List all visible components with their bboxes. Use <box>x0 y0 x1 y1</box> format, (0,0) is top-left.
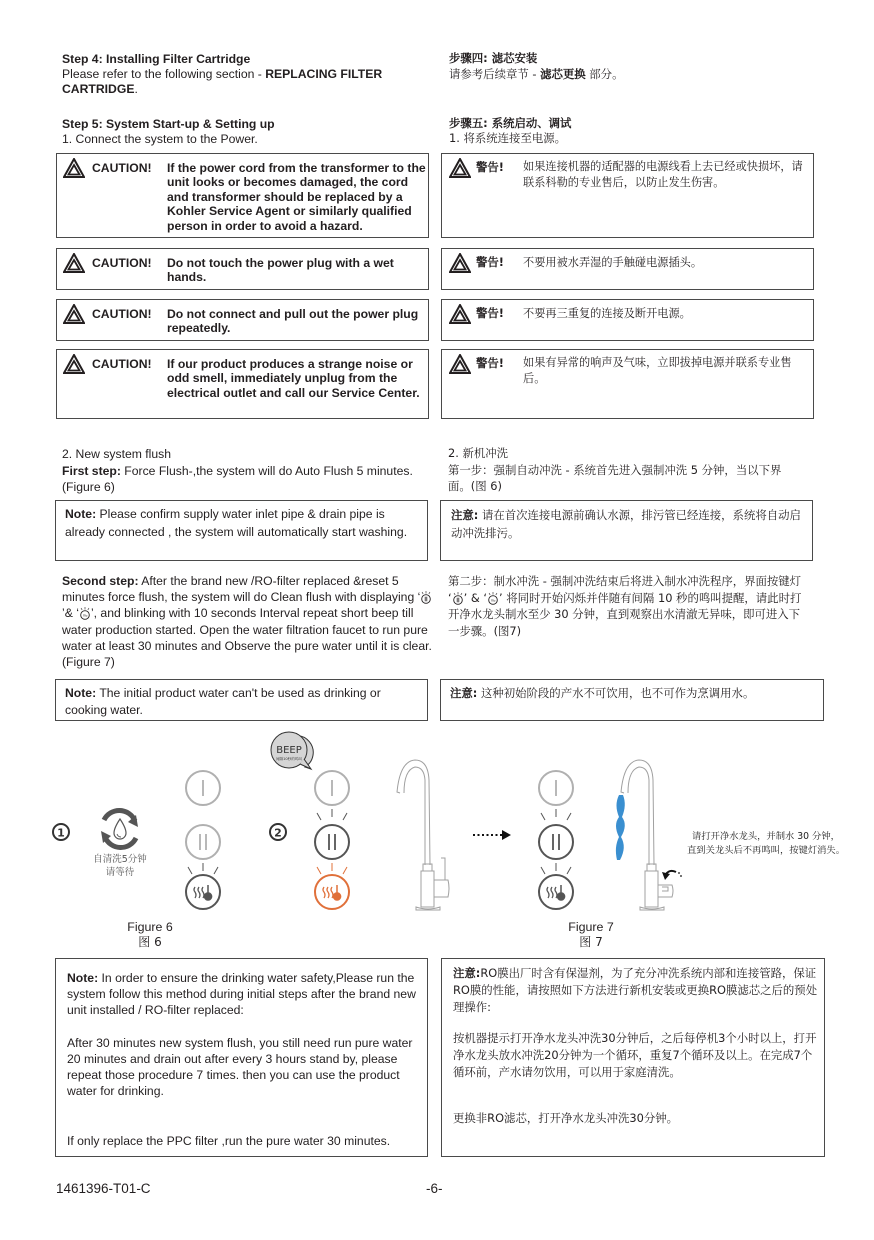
step-1-badge <box>53 824 69 840</box>
note-label: Note: <box>65 686 97 700</box>
step5-item1-en: 1. Connect the system to the Power. <box>62 132 258 146</box>
step-2-number: 2 <box>274 826 282 840</box>
caution-box-zh-1 <box>441 153 814 238</box>
second-step-label: Second step: <box>62 574 139 588</box>
beep-speech-bubble <box>271 732 313 769</box>
note-box-zh-1 <box>440 500 813 561</box>
caution-label: 警告! <box>476 356 504 370</box>
note-label: Note: <box>65 507 97 521</box>
page-number: -6- <box>426 1181 443 1196</box>
self-clean-text-2: 请等待 <box>105 867 135 878</box>
panel-flush-button-active <box>186 863 220 909</box>
flush-second-step-en <box>62 573 436 670</box>
beep-subtitle: 间隔10秒的鸣叫 <box>275 757 303 761</box>
bottom-note-zh-p1 <box>453 965 818 1016</box>
button-two-blinking-icon <box>452 592 464 605</box>
first-step-label: First step: <box>62 464 121 478</box>
note-body: RO膜出厂时含有保湿剂，为了充分冲洗系统内部和连接管路，保证RO膜的性能，请按照如下方法进行新机安装或更换RO膜滤芯之后的预处理操作: <box>453 966 818 1014</box>
step-1-number: 1 <box>57 826 65 840</box>
second-step-text-c: ’, and blinking with 10 seconds Interval repeat short beep till water production started. Open the water filtration faucet to run pure water at least 30 minutes and Observe the pure water until it is clear. (Figure 7) <box>62 606 432 670</box>
step4-text-en <box>62 67 434 96</box>
warning-triangle-icon <box>449 253 471 273</box>
note-text <box>451 507 806 542</box>
second-step-text-a: 第二步：制水冲洗 - 强制冲洗结束后将进入制水冲洗程序，界面按键灯 ‘ <box>448 574 802 605</box>
warning-triangle-icon <box>449 304 471 324</box>
second-step-text-a: After the brand new /RO-filter replaced &reset 5 minutes force flush, the system will do Clean flush with displaying ‘ <box>62 574 421 605</box>
faucet-instruction-line1: 请打开净水龙头，并制水 30 分钟， <box>692 831 840 842</box>
caution-text: If the power cord from the transformer to the unit looks or becomes damaged, the cord and transformer should be replaced by a Kohler Service Agent or similarly qualified person in order to avoid a hazard. <box>167 161 426 233</box>
faucet-instruction-line2: 直到关龙头后不再鸣叫，按键灯消失。 <box>686 845 846 856</box>
note-body: 这种初始阶段的产水不可饮用，也不可作为烹调用水。 <box>477 686 755 700</box>
panel-button-one-inactive <box>315 771 349 805</box>
step4-title-zh: 步骤四: 滤芯安装 <box>449 51 538 65</box>
progress-arrow-icon <box>473 830 511 840</box>
beep-title: BEEP <box>276 745 302 756</box>
bottom-note-en-p2: After 30 minutes new system flush, you still need run pure water 20 minutes and drain out after every 3 hours stand by, please repeat those procedure 7 times. then you can use the product water for drinking. <box>67 1036 413 1098</box>
step4-title-en: Step 4: Installing Filter Cartridge <box>62 52 251 66</box>
flush-first-step-zh: 第一步：强制自动冲洗 - 系统首先进入强制冲洗 5 分钟，当以下界面。(图 6) <box>448 463 782 494</box>
button-two-blinking-icon <box>420 591 432 604</box>
note-text <box>65 506 423 541</box>
panel-button-two-blinking <box>315 809 349 859</box>
panel-button-one-inactive <box>539 771 573 805</box>
figure-7-caption-en: Figure 7 <box>568 920 614 934</box>
step4-text-zh-bold: 滤芯更换 <box>540 67 586 81</box>
note-box-en-2 <box>55 679 428 721</box>
note-body: In order to ensure the drinking water safety,Please run the system follow this method during initial steps after the brand new unit installed / RO-filter replaced: <box>67 971 416 1017</box>
caution-label: CAUTION! <box>92 307 152 321</box>
caution-box-zh-4 <box>441 349 814 419</box>
caution-text: 不要再三重复的连接及断开电源。 <box>523 307 691 320</box>
step4-text-zh <box>449 67 623 83</box>
caution-label: 警告! <box>476 306 504 320</box>
flush-first-step-en <box>62 463 432 495</box>
second-step-text-c: ’ 将同时开始闪烁并伴随有间隔 10 秒的鸣叫提醒，请此时打开净水龙头制水至少 30 分钟，直到观察出水清澈无异味，即可进入下一步骤。(图7) <box>448 590 802 638</box>
caution-label: 警告! <box>476 160 504 174</box>
note-label: Note: <box>67 971 99 985</box>
note-body: The initial product water can't be used as drinking or cooking water. <box>65 686 381 717</box>
flush-heading-en: 2. New system flush <box>62 447 172 461</box>
bottom-note-zh-p2: 按机器提示打开净水龙头冲洗30分钟后，之后每停机3个小时以上，打开净水龙头放水冲洗20分钟为一个循环，重复7个循环及以上。在完成7个循环前，产水请勿饮用，可以用于家庭清洗。 <box>453 1031 817 1079</box>
caution-label: CAUTION! <box>92 256 152 270</box>
warning-triangle-icon <box>63 304 85 324</box>
faucet-open <box>621 760 673 910</box>
note-label: 注意: <box>450 686 478 700</box>
warning-triangle-icon <box>63 253 85 273</box>
caution-text: 不要用被水弄湿的手触碰电源插头。 <box>523 256 703 269</box>
warning-triangle-icon <box>449 354 471 374</box>
bottom-note-en-p3: If only replace the PPC filter ,run the pure water 30 minutes. <box>67 1134 391 1148</box>
step5-item1-zh: 1. 将系统连接至电源。 <box>449 131 567 145</box>
second-step-text-b: ’ & ‘ <box>463 590 487 605</box>
flush-heading-zh: 2. 新机冲洗 <box>448 446 509 460</box>
flush-second-step-zh <box>448 573 808 639</box>
caution-box-zh-3 <box>441 299 814 341</box>
faucet-closed <box>397 760 449 910</box>
caution-text: 如果连接机器的适配器的电源线看上去已经或快损坏，请联系科勒的专业售后，以防止发生伤害。 <box>523 160 803 189</box>
figure-6-caption-en: Figure 6 <box>127 920 173 934</box>
warning-triangle-icon <box>63 354 85 374</box>
step4-text-zh-suffix: 部分。 <box>585 67 624 81</box>
panel-flush-button-blinking-orange <box>315 863 349 909</box>
figure-6-caption-zh: 图 6 <box>138 935 162 949</box>
caution-label: CAUTION! <box>92 357 152 371</box>
caution-box-en-4 <box>56 349 429 419</box>
step5-title-zh: 步骤五: 系统启动、调试 <box>449 116 572 130</box>
note-body: Please confirm supply water inlet pipe & drain pipe is already connected , the system will automatically start washing. <box>65 507 408 539</box>
panel-button-two-blinking <box>539 809 573 859</box>
step4-text-en-prefix: Please refer to the following section - <box>62 67 266 81</box>
caution-box-zh-2 <box>441 248 814 290</box>
step5-title-en: Step 5: System Start-up & Setting up <box>62 117 275 131</box>
step-2-badge <box>270 824 286 840</box>
note-box-en-1 <box>55 500 428 561</box>
caution-box-en-1 <box>56 153 429 238</box>
warning-triangle-icon <box>449 158 471 178</box>
note-label: 注意: <box>453 966 481 980</box>
self-clean-cycle-icon <box>101 810 138 847</box>
flush-blinking-icon <box>487 592 499 605</box>
caution-label: CAUTION! <box>92 161 152 175</box>
step4-text-en-suffix: . <box>134 81 138 96</box>
figure-7-caption-zh: 图 7 <box>579 935 603 949</box>
caution-text: If our product produces a strange noise or odd smell, immediately unplug from the electrical outlet and call our Service Center. <box>167 357 420 400</box>
caution-label: 警告! <box>476 255 504 269</box>
note-text <box>65 685 423 719</box>
self-clean-text-1: 自清洗5分钟 <box>93 854 147 865</box>
panel-button-two-inactive <box>186 825 220 859</box>
panel-flush-button-blinking <box>539 863 573 909</box>
caution-text: Do not connect and pull out the power plug repeatedly. <box>167 307 419 336</box>
step4-text-en-bold: REPLACING FILTER CARTRIDGE <box>62 67 383 96</box>
first-step-text: Force Flush-,the system will do Auto Flush 5 minutes.(Figure 6) <box>62 464 413 494</box>
bottom-note-box-zh <box>441 958 825 1157</box>
turn-handle-arrow-icon <box>662 871 682 880</box>
bottom-note-zh-p3: 更换非RO滤芯，打开净水龙头冲洗30分钟。 <box>453 1111 679 1125</box>
svg-text:≀≀ь: ≀≀ь <box>490 597 496 602</box>
caution-box-en-3 <box>56 299 429 341</box>
panel-button-one-inactive <box>186 771 220 805</box>
second-step-text-b: ’& ‘ <box>62 606 79 621</box>
note-body: 请在首次连接电源前确认水源，排污管已经连接，系统将自动启动冲洗排污。 <box>451 508 801 540</box>
note-label: 注意: <box>451 508 479 522</box>
svg-text:≀≀ь: ≀≀ь <box>82 612 88 618</box>
warning-triangle-icon <box>63 158 85 178</box>
caution-text: 如果有异常的响声及气味，立即拔掉电源并联系专业售后。 <box>523 356 792 385</box>
document-number: 1461396-T01-C <box>56 1181 151 1196</box>
caution-text: Do not touch the power plug with a wet hands. <box>167 256 394 285</box>
note-text <box>450 686 815 702</box>
bottom-note-box-en <box>55 958 428 1157</box>
step4-text-zh-prefix: 请参考后续章节 - <box>449 67 541 81</box>
water-stream <box>616 795 625 860</box>
caution-box-en-2 <box>56 248 429 290</box>
note-box-zh-2 <box>440 679 824 721</box>
flush-blinking-icon <box>79 607 91 620</box>
bottom-note-en-p1 <box>67 970 424 1018</box>
